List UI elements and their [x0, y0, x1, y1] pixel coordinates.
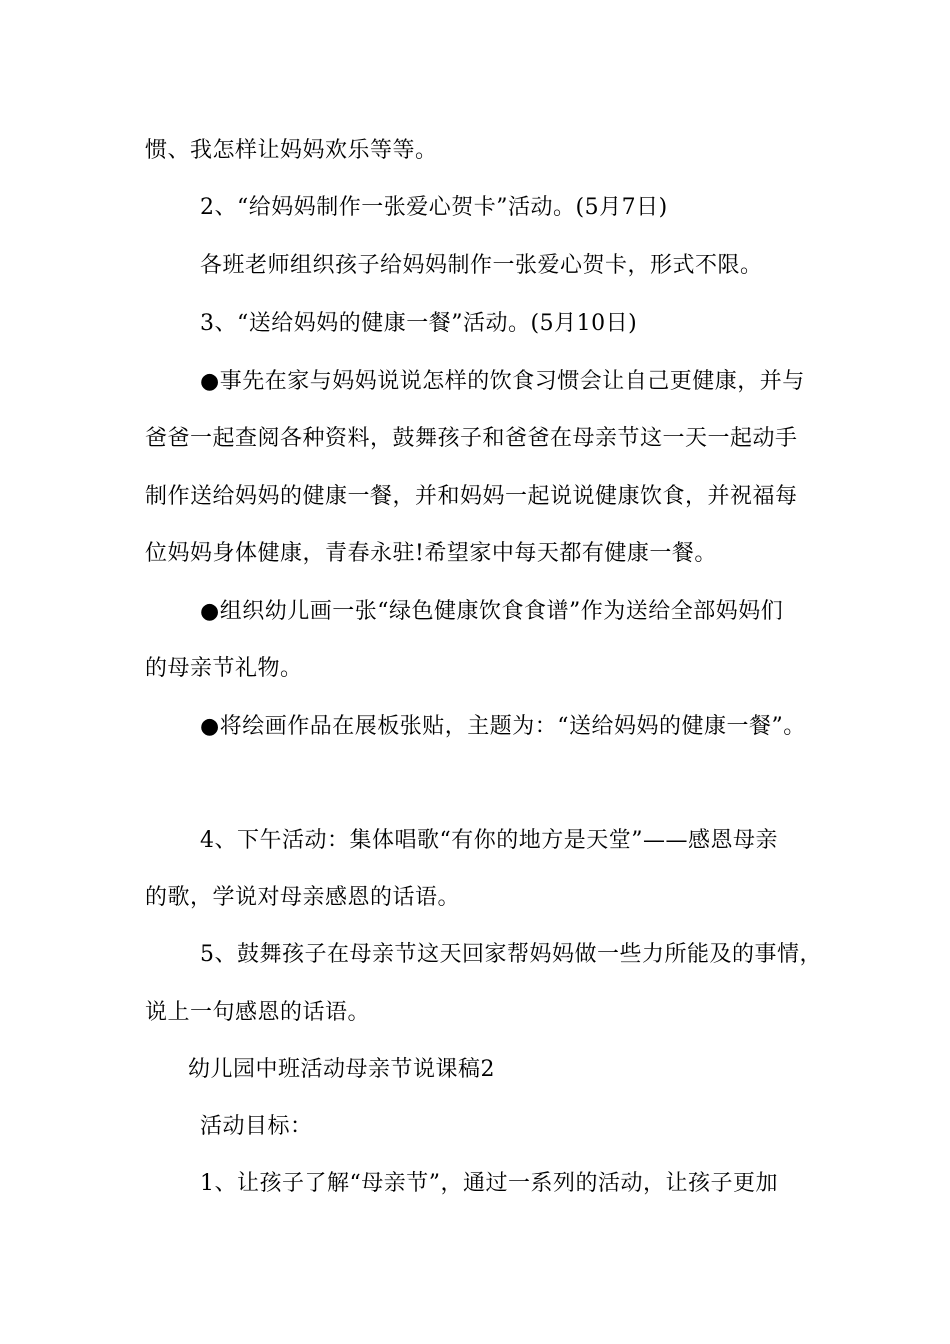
paragraph-line: 各班老师组织孩子给妈妈制作一张爱心贺卡，形式不限。 — [200, 253, 763, 278]
paragraph-line: 5、鼓舞孩子在母亲节这天回家帮妈妈做一些力所能及的事情， — [200, 942, 822, 967]
paragraph-line: 位妈妈身体健康，青春永驻!希望家中每天都有健康一餐。 — [145, 541, 717, 566]
paragraph-line: 的母亲节礼物。 — [145, 656, 303, 681]
paragraph-line: 爸爸一起查阅各种资料，鼓舞孩子和爸爸在母亲节这一天一起动手 — [145, 426, 798, 451]
paragraph-line: 2、“给妈妈制作一张爱心贺卡”活动。(5月7日) — [200, 195, 668, 220]
paragraph-line: 惯、我怎样让妈妈欢乐等等。 — [145, 138, 438, 163]
paragraph-line: 制作送给妈妈的健康一餐，并和妈妈一起说说健康饮食，并祝福每 — [145, 484, 798, 509]
subheading: 活动目标： — [200, 1114, 313, 1139]
bullet-line: ●将绘画作品在展板张贴，主题为：“送给妈妈的健康一餐”。 — [200, 714, 806, 739]
section-title: 幼儿园中班活动母亲节说课稿2 — [188, 1057, 495, 1082]
bullet-line: ●事先在家与妈妈说说怎样的饮食习惯会让自己更健康，并与 — [200, 369, 805, 394]
paragraph-line: 1、让孩子了解“母亲节”，通过一系列的活动，让孩子更加 — [200, 1171, 778, 1196]
paragraph-line: 说上一句感恩的话语。 — [145, 1000, 371, 1025]
paragraph-line: 4、下午活动：集体唱歌“有你的地方是天堂”——感恩母亲 — [200, 828, 778, 853]
bullet-line: ●组织幼儿画一张“绿色健康饮食食谱”作为送给全部妈妈们 — [200, 599, 784, 624]
paragraph-line: 3、“送给妈妈的健康一餐”活动。(5月10日) — [200, 311, 638, 336]
paragraph-line: 的歌，学说对母亲感恩的话语。 — [145, 885, 461, 910]
